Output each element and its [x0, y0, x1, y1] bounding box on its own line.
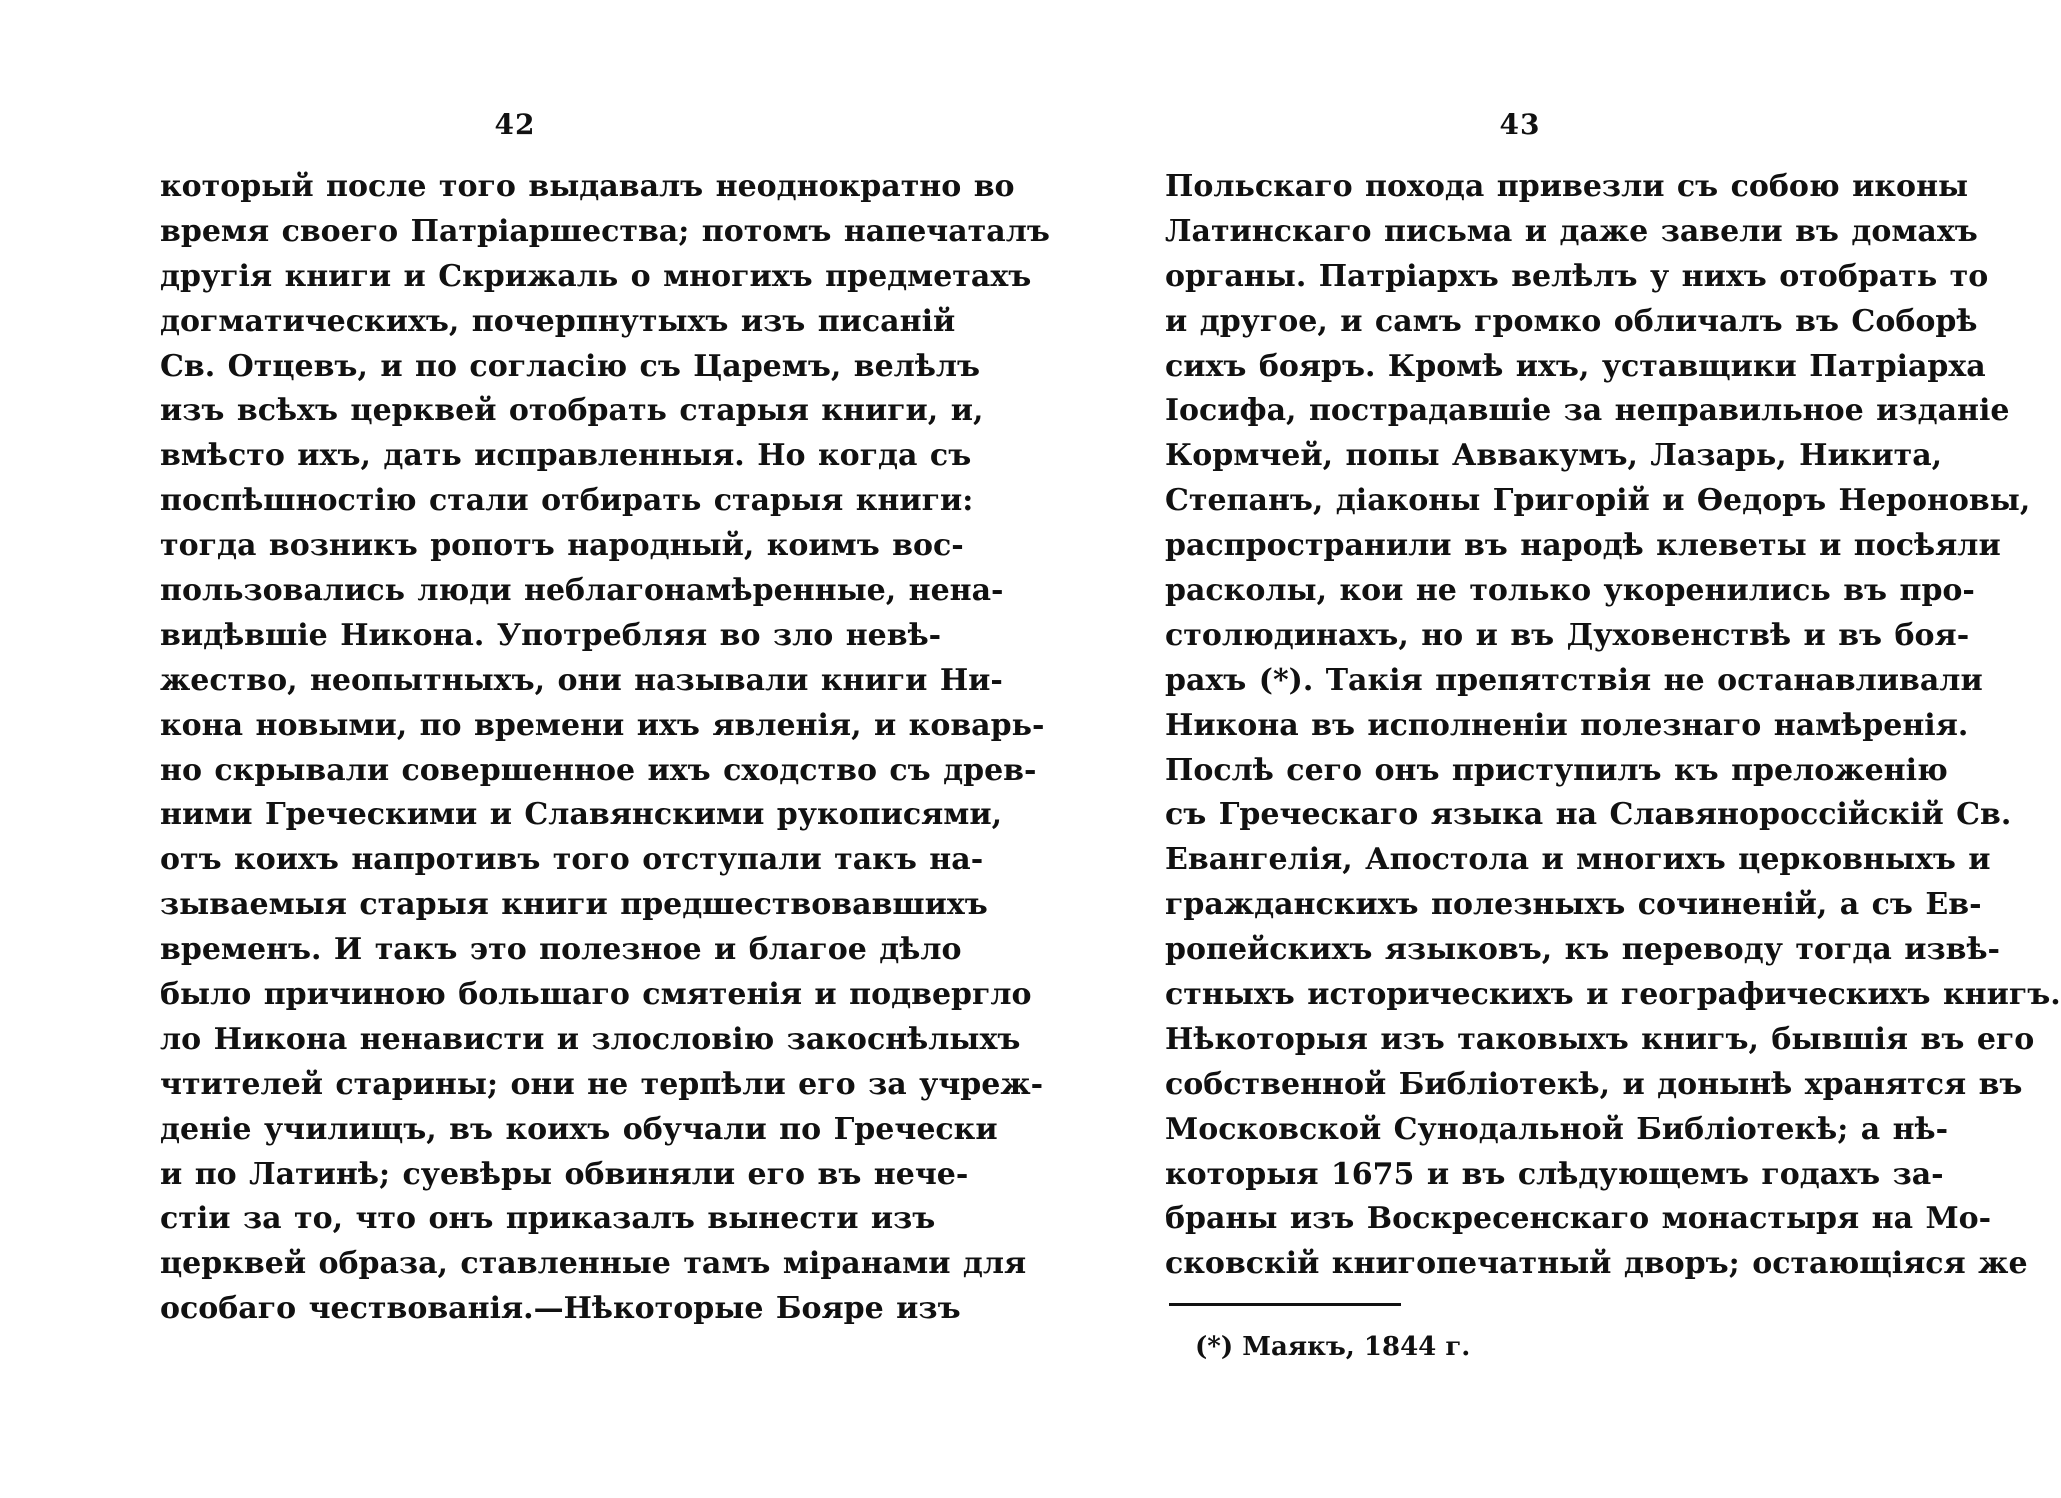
text-line: чтителей старины; они не терпѣли его за учреж-	[160, 1066, 1044, 1102]
footnote: (*) Маякъ, 1844 г.	[1195, 1332, 1471, 1362]
text-line: столюдинахъ, но и въ Духовенствѣ и въ боя-	[1165, 617, 1970, 653]
text-line: кона новыми, по времени ихъ явленія, и коварь-	[160, 707, 1045, 743]
text-line: Московской Сунодальной Библіотекѣ; а нѣ-	[1165, 1111, 1949, 1147]
text-line: сковскій книгопечатный дворъ; остающіяся же	[1165, 1246, 2028, 1282]
text-line: ло Никона ненависти и злословію закоснѣлыхъ	[160, 1021, 1021, 1057]
page-number: 43	[1499, 108, 1541, 141]
footnote-divider	[1169, 1303, 1401, 1306]
text-line: Польскаго похода привезли съ собою иконы	[1165, 169, 1969, 204]
text-line: зываемыя старыя книги предшествовавшихъ	[160, 887, 988, 923]
text-line: другія книги и Скрижаль о многихъ предметахъ	[160, 258, 1032, 294]
text-line: Св. Отцевъ, и по согласію съ Царемъ, велѣлъ	[160, 348, 981, 384]
text-line: изъ всѣхъ церквей отобрать старыя книги, и,	[160, 393, 984, 429]
text-line: Кормчей, попы Аввакумъ, Лазарь, Никита,	[1165, 438, 1943, 474]
text-line: Никона въ исполненіи полезнаго намѣренія.	[1165, 707, 1969, 743]
text-line: Нѣкоторыя изъ таковыхъ книгъ, бывшія въ его	[1165, 1021, 2035, 1057]
text-line: Степанъ, діаконы Григорій и Ѳедоръ Нероновы,	[1165, 483, 2031, 519]
right-page	[1165, 0, 2061, 1498]
text-line: Послѣ сего онъ приступилъ къ преложенію	[1165, 752, 1948, 788]
text-line: время своего Патріаршества; потомъ напечаталъ	[160, 213, 1050, 249]
text-line: особаго чествованія.—Нѣкоторые Бояре изъ	[160, 1291, 961, 1327]
text-line: и по Латинѣ; суевѣры обвиняли его въ нече-	[160, 1156, 969, 1192]
text-line: ними Греческими и Славянскими рукописями,	[160, 797, 1003, 833]
text-line: Латинскаго письма и даже завели въ домахъ	[1165, 213, 1978, 249]
text-line: стныхъ историческихъ и географическихъ книгъ.	[1165, 977, 2061, 1013]
text-line: которыя 1675 и въ слѣдующемъ годахъ за-	[1165, 1156, 1944, 1192]
right-page-text	[1165, 165, 2061, 1287]
text-line: собственной Библіотекѣ, и донынѣ хранятся въ	[1165, 1066, 2023, 1102]
text-line: церквей образа, ставленные тамъ міранами для	[160, 1246, 1027, 1282]
text-line: видѣвшіе Никона. Употребляя во зло невѣ-	[160, 617, 942, 653]
text-line: поспѣшностію стали отбирать старыя книги:	[160, 483, 974, 519]
text-line: гражданскихъ полезныхъ сочиненій, а съ Ев-	[1165, 887, 1982, 923]
text-line: отъ коихъ напротивъ того отступали такъ на-	[160, 842, 984, 878]
page-number: 42	[494, 108, 536, 141]
text-line: деніе училищъ, въ коихъ обучали по Гречески	[160, 1111, 998, 1147]
text-line: сихъ бояръ. Кромѣ ихъ, уставщики Патріарха	[1165, 348, 1986, 384]
text-line: догматическихъ, почерпнутыхъ изъ писаній	[160, 303, 956, 339]
text-line: но скрывали совершенное ихъ сходство съ древ-	[160, 752, 1037, 788]
text-line: распространили въ народѣ клеветы и посѣяли	[1165, 528, 2001, 564]
text-line: вмѣсто ихъ, дать исправленныя. Но когда съ	[160, 438, 972, 474]
text-line: рахъ (*). Такія препятствія не останавливали	[1165, 662, 1983, 698]
text-line: съ Греческаго языка на Славянороссійскій Св.	[1165, 797, 2012, 833]
text-line: расколы, кои не только укоренились въ про-	[1165, 573, 1975, 609]
text-line: стіи за то, что онъ приказалъ вынести изъ	[160, 1201, 936, 1237]
text-line: ропейскихъ языковъ, къ переводу тогда извѣ-	[1165, 932, 2000, 968]
text-line: было причиною большаго смятенія и подвергло	[160, 977, 1032, 1013]
text-line: и другое, и самъ громко обличалъ въ Соборѣ	[1165, 303, 1978, 339]
text-line: жество, неопытныхъ, они называли книги Ни-	[160, 662, 1003, 698]
left-page	[160, 0, 1050, 1498]
left-page-text	[160, 165, 1050, 1332]
text-line: тогда возникъ ропотъ народный, коимъ вос-	[160, 528, 964, 564]
text-line: органы. Патріархъ велѣлъ у нихъ отобрать то	[1165, 258, 1989, 294]
text-line: браны изъ Воскресенскаго монастыря на Мо-	[1165, 1201, 1992, 1237]
text-line: временъ. И такъ это полезное и благое дѣло	[160, 932, 962, 968]
text-line: Іосифа, пострадавшіе за неправильное изданіе	[1165, 393, 2010, 429]
text-line: который после того выдавалъ неоднократно во	[160, 169, 1015, 204]
text-line: Евангелія, Апостола и многихъ церковныхъ и	[1165, 842, 1991, 878]
text-line: пользовались люди неблагонамѣренные, нена-	[160, 573, 1004, 609]
